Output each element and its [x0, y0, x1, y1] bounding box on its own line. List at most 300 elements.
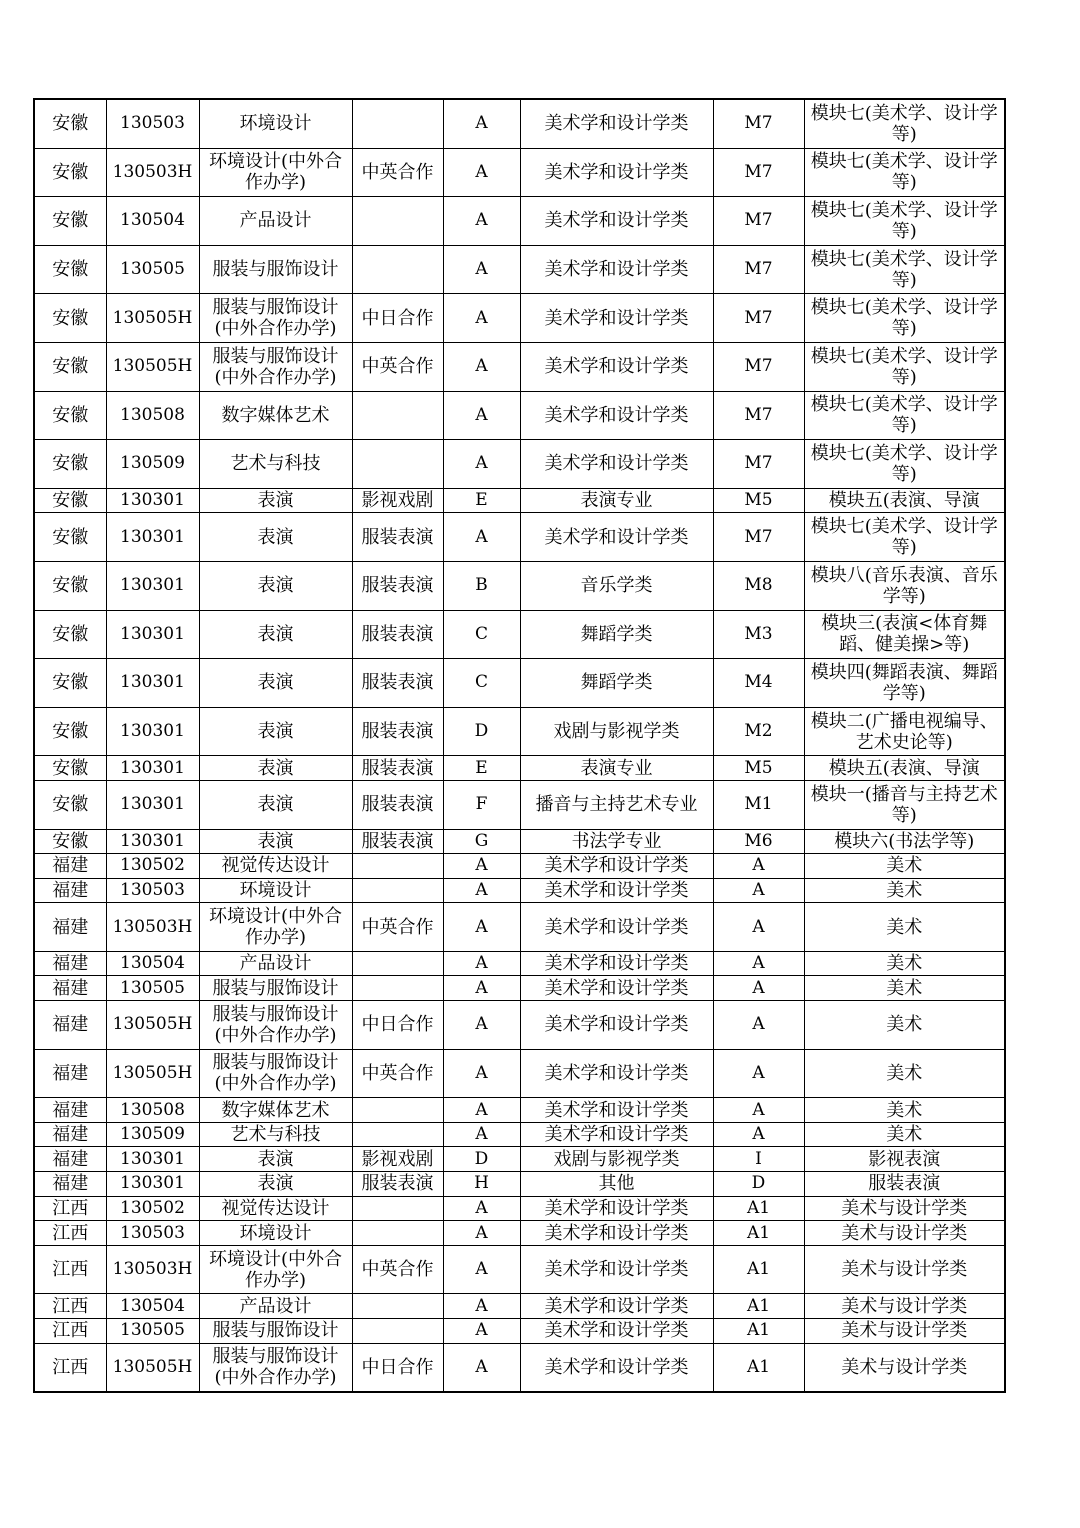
cell-major-name: 表演	[199, 756, 352, 781]
table-row	[34, 342, 1005, 391]
cell-module-name: 美术	[804, 854, 1005, 879]
table-row	[34, 513, 1005, 562]
table-row	[34, 951, 1005, 976]
cell-module-name: 美术与设计学类	[804, 1319, 1005, 1344]
cell-category-code: A	[443, 513, 520, 562]
cell-module-code: M3	[713, 610, 804, 659]
cell-major-code: 130503H	[106, 1245, 199, 1294]
cell-module-name: 模块六(书法学等)	[804, 829, 1005, 854]
cell-category-code: A	[443, 976, 520, 1001]
table-row	[34, 829, 1005, 854]
cell-province: 福建	[34, 903, 106, 952]
cell-province: 安徽	[34, 610, 106, 659]
cell-major-name: 产品设计	[199, 197, 352, 246]
cell-category-name: 美术学和设计学类	[520, 513, 713, 562]
cell-module-name: 模块五(表演、导演	[804, 488, 1005, 513]
cell-category-code: A	[443, 1221, 520, 1246]
cell-module-code: M7	[713, 245, 804, 294]
cell-direction: 中英合作	[352, 1049, 443, 1098]
cell-module-name: 美术	[804, 1098, 1005, 1123]
cell-category-name: 美术学和设计学类	[520, 951, 713, 976]
cell-module-name: 美术与设计学类	[804, 1196, 1005, 1221]
cell-major-code: 130505	[106, 1319, 199, 1344]
cell-direction	[352, 1319, 443, 1344]
cell-province: 安徽	[34, 197, 106, 246]
cell-module-code: D	[713, 1172, 804, 1197]
cell-direction: 中日合作	[352, 1343, 443, 1392]
cell-major-name: 表演	[199, 829, 352, 854]
cell-category-name: 美术学和设计学类	[520, 1343, 713, 1392]
cell-province: 安徽	[34, 780, 106, 829]
cell-major-code: 130504	[106, 1294, 199, 1319]
cell-module-code: A	[713, 1122, 804, 1147]
cell-province: 安徽	[34, 391, 106, 440]
cell-module-name: 美术与设计学类	[804, 1294, 1005, 1319]
cell-major-code: 130502	[106, 854, 199, 879]
cell-province: 福建	[34, 1049, 106, 1098]
cell-province: 江西	[34, 1221, 106, 1246]
cell-category-code: A	[443, 1294, 520, 1319]
cell-major-code: 130301	[106, 707, 199, 756]
cell-major-code: 130301	[106, 1172, 199, 1197]
cell-major-code: 130301	[106, 488, 199, 513]
cell-direction: 服装表演	[352, 561, 443, 610]
cell-category-name: 美术学和设计学类	[520, 854, 713, 879]
enrollment-table	[33, 98, 1006, 1393]
table-row	[34, 1172, 1005, 1197]
cell-category-code: A	[443, 1319, 520, 1344]
cell-category-name: 音乐学类	[520, 561, 713, 610]
cell-category-code: A	[443, 1098, 520, 1123]
cell-category-name: 美术学和设计学类	[520, 1196, 713, 1221]
table-row	[34, 903, 1005, 952]
cell-major-name: 服装与服饰设计(中外合作办学)	[199, 1001, 352, 1050]
cell-module-name: 模块四(舞蹈表演、舞蹈学等)	[804, 659, 1005, 708]
cell-direction	[352, 854, 443, 879]
cell-module-code: M5	[713, 756, 804, 781]
cell-major-code: 130301	[106, 610, 199, 659]
table-row	[34, 976, 1005, 1001]
cell-major-code: 130301	[106, 829, 199, 854]
cell-category-code: H	[443, 1172, 520, 1197]
cell-major-name: 表演	[199, 488, 352, 513]
cell-module-code: A	[713, 976, 804, 1001]
cell-major-name: 产品设计	[199, 1294, 352, 1319]
cell-major-name: 产品设计	[199, 951, 352, 976]
table-row	[34, 1196, 1005, 1221]
table-row	[34, 245, 1005, 294]
cell-category-name: 戏剧与影视学类	[520, 1147, 713, 1172]
table-row	[34, 440, 1005, 489]
cell-direction	[352, 245, 443, 294]
cell-module-name: 美术与设计学类	[804, 1221, 1005, 1246]
cell-major-code: 130503H	[106, 903, 199, 952]
cell-major-name: 表演	[199, 513, 352, 562]
cell-province: 安徽	[34, 756, 106, 781]
cell-province: 福建	[34, 951, 106, 976]
cell-module-code: A	[713, 1049, 804, 1098]
cell-major-code: 130505H	[106, 342, 199, 391]
cell-province: 安徽	[34, 342, 106, 391]
cell-major-code: 130301	[106, 561, 199, 610]
cell-major-name: 环境设计	[199, 1221, 352, 1246]
cell-category-name: 美术学和设计学类	[520, 1294, 713, 1319]
cell-major-code: 130503	[106, 878, 199, 903]
cell-direction	[352, 976, 443, 1001]
table-row	[34, 1001, 1005, 1050]
cell-category-code: A	[443, 903, 520, 952]
cell-module-code: M7	[713, 513, 804, 562]
cell-module-name: 模块七(美术学、设计学等)	[804, 197, 1005, 246]
cell-major-code: 130505	[106, 245, 199, 294]
table-row	[34, 1098, 1005, 1123]
cell-category-name: 舞蹈学类	[520, 610, 713, 659]
table-row	[34, 1122, 1005, 1147]
cell-category-code: A	[443, 294, 520, 343]
cell-direction	[352, 440, 443, 489]
cell-province: 安徽	[34, 659, 106, 708]
cell-category-name: 美术学和设计学类	[520, 294, 713, 343]
cell-direction	[352, 197, 443, 246]
cell-province: 福建	[34, 1098, 106, 1123]
cell-module-code: M7	[713, 197, 804, 246]
cell-category-name: 美术学和设计学类	[520, 1122, 713, 1147]
cell-module-name: 美术	[804, 1001, 1005, 1050]
cell-category-code: A	[443, 1196, 520, 1221]
cell-category-name: 美术学和设计学类	[520, 440, 713, 489]
cell-category-name: 美术学和设计学类	[520, 148, 713, 197]
cell-module-name: 美术	[804, 1122, 1005, 1147]
cell-module-name: 美术	[804, 878, 1005, 903]
cell-category-name: 戏剧与影视学类	[520, 707, 713, 756]
cell-category-name: 表演专业	[520, 488, 713, 513]
table-row	[34, 197, 1005, 246]
cell-province: 福建	[34, 1172, 106, 1197]
cell-module-code: I	[713, 1147, 804, 1172]
cell-module-code: A1	[713, 1221, 804, 1246]
cell-direction: 中英合作	[352, 342, 443, 391]
cell-direction: 中日合作	[352, 1001, 443, 1050]
cell-module-name: 美术	[804, 951, 1005, 976]
cell-module-code: A	[713, 951, 804, 976]
cell-province: 福建	[34, 854, 106, 879]
cell-direction: 中日合作	[352, 294, 443, 343]
cell-major-name: 表演	[199, 1147, 352, 1172]
cell-province: 江西	[34, 1343, 106, 1392]
cell-major-name: 服装与服饰设计(中外合作办学)	[199, 342, 352, 391]
cell-major-code: 130504	[106, 951, 199, 976]
cell-category-name: 美术学和设计学类	[520, 197, 713, 246]
cell-major-name: 表演	[199, 707, 352, 756]
cell-module-name: 模块七(美术学、设计学等)	[804, 294, 1005, 343]
cell-module-code: M7	[713, 148, 804, 197]
table-body	[34, 99, 1005, 1392]
cell-module-code: A	[713, 878, 804, 903]
cell-province: 福建	[34, 976, 106, 1001]
cell-major-name: 视觉传达设计	[199, 1196, 352, 1221]
cell-major-code: 130502	[106, 1196, 199, 1221]
cell-province: 安徽	[34, 829, 106, 854]
table-row	[34, 1147, 1005, 1172]
cell-major-name: 表演	[199, 610, 352, 659]
cell-province: 安徽	[34, 707, 106, 756]
cell-module-code: M8	[713, 561, 804, 610]
cell-module-code: A	[713, 854, 804, 879]
cell-direction	[352, 99, 443, 148]
cell-category-code: A	[443, 854, 520, 879]
cell-direction: 服装表演	[352, 610, 443, 659]
cell-major-name: 表演	[199, 1172, 352, 1197]
cell-module-name: 美术	[804, 976, 1005, 1001]
cell-direction: 服装表演	[352, 659, 443, 708]
cell-category-code: A	[443, 1001, 520, 1050]
cell-province: 江西	[34, 1245, 106, 1294]
cell-module-name: 模块七(美术学、设计学等)	[804, 391, 1005, 440]
cell-module-code: M7	[713, 342, 804, 391]
cell-major-code: 130504	[106, 197, 199, 246]
cell-category-code: C	[443, 610, 520, 659]
cell-major-name: 服装与服饰设计(中外合作办学)	[199, 1343, 352, 1392]
cell-category-code: G	[443, 829, 520, 854]
cell-direction	[352, 878, 443, 903]
cell-category-code: A	[443, 245, 520, 294]
cell-module-code: A1	[713, 1343, 804, 1392]
cell-module-code: A	[713, 1001, 804, 1050]
cell-major-name: 表演	[199, 561, 352, 610]
cell-category-name: 美术学和设计学类	[520, 245, 713, 294]
cell-module-code: A1	[713, 1196, 804, 1221]
cell-category-code: A	[443, 1122, 520, 1147]
cell-major-code: 130503	[106, 99, 199, 148]
table-row	[34, 707, 1005, 756]
cell-province: 福建	[34, 878, 106, 903]
cell-module-name: 模块七(美术学、设计学等)	[804, 440, 1005, 489]
cell-category-code: A	[443, 1343, 520, 1392]
cell-province: 安徽	[34, 561, 106, 610]
cell-direction: 中英合作	[352, 903, 443, 952]
cell-major-code: 130503H	[106, 148, 199, 197]
cell-category-name: 其他	[520, 1172, 713, 1197]
table-row	[34, 148, 1005, 197]
cell-module-code: M2	[713, 707, 804, 756]
cell-module-code: M7	[713, 99, 804, 148]
cell-province: 安徽	[34, 148, 106, 197]
cell-major-code: 130301	[106, 513, 199, 562]
cell-category-name: 美术学和设计学类	[520, 976, 713, 1001]
cell-direction	[352, 1098, 443, 1123]
cell-module-name: 模块二(广播电视编导、艺术史论等)	[804, 707, 1005, 756]
cell-direction	[352, 1294, 443, 1319]
cell-module-code: M7	[713, 391, 804, 440]
cell-major-code: 130505H	[106, 1001, 199, 1050]
cell-module-code: M5	[713, 488, 804, 513]
cell-module-name: 美术	[804, 903, 1005, 952]
cell-major-name: 表演	[199, 659, 352, 708]
table-row	[34, 391, 1005, 440]
cell-major-code: 130509	[106, 440, 199, 489]
cell-province: 江西	[34, 1319, 106, 1344]
cell-category-code: A	[443, 342, 520, 391]
cell-category-name: 美术学和设计学类	[520, 391, 713, 440]
cell-category-name: 播音与主持艺术专业	[520, 780, 713, 829]
cell-direction: 服装表演	[352, 1172, 443, 1197]
cell-module-code: A	[713, 1098, 804, 1123]
table-row	[34, 1294, 1005, 1319]
cell-major-name: 环境设计(中外合作办学)	[199, 903, 352, 952]
cell-category-name: 美术学和设计学类	[520, 903, 713, 952]
cell-module-name: 美术与设计学类	[804, 1343, 1005, 1392]
cell-category-code: A	[443, 197, 520, 246]
cell-major-code: 130503	[106, 1221, 199, 1246]
cell-province: 安徽	[34, 99, 106, 148]
cell-category-name: 书法学专业	[520, 829, 713, 854]
cell-module-name: 模块八(音乐表演、音乐学等)	[804, 561, 1005, 610]
cell-module-code: A1	[713, 1294, 804, 1319]
cell-module-code: A1	[713, 1245, 804, 1294]
cell-direction	[352, 1196, 443, 1221]
cell-category-code: F	[443, 780, 520, 829]
cell-direction: 服装表演	[352, 829, 443, 854]
cell-major-name: 服装与服饰设计(中外合作办学)	[199, 294, 352, 343]
table-row	[34, 488, 1005, 513]
cell-category-code: E	[443, 756, 520, 781]
cell-major-name: 数字媒体艺术	[199, 391, 352, 440]
cell-major-code: 130505H	[106, 1343, 199, 1392]
cell-module-name: 美术	[804, 1049, 1005, 1098]
table-row	[34, 878, 1005, 903]
cell-category-code: A	[443, 878, 520, 903]
cell-direction: 服装表演	[352, 513, 443, 562]
table-row	[34, 1221, 1005, 1246]
cell-direction: 影视戏剧	[352, 488, 443, 513]
cell-major-name: 数字媒体艺术	[199, 1098, 352, 1123]
cell-category-code: A	[443, 1245, 520, 1294]
table-row	[34, 659, 1005, 708]
cell-category-code: A	[443, 391, 520, 440]
cell-major-name: 环境设计(中外合作办学)	[199, 148, 352, 197]
cell-province: 福建	[34, 1147, 106, 1172]
cell-category-name: 美术学和设计学类	[520, 99, 713, 148]
cell-major-code: 130505H	[106, 294, 199, 343]
table-row	[34, 1245, 1005, 1294]
cell-major-name: 表演	[199, 780, 352, 829]
table-row	[34, 780, 1005, 829]
table-row	[34, 1319, 1005, 1344]
cell-province: 安徽	[34, 488, 106, 513]
cell-major-name: 环境设计	[199, 99, 352, 148]
table-row	[34, 99, 1005, 148]
cell-category-code: B	[443, 561, 520, 610]
cell-major-name: 环境设计(中外合作办学)	[199, 1245, 352, 1294]
cell-module-code: M7	[713, 294, 804, 343]
cell-category-code: D	[443, 1147, 520, 1172]
table-row	[34, 294, 1005, 343]
cell-major-name: 服装与服饰设计	[199, 1319, 352, 1344]
cell-province: 安徽	[34, 245, 106, 294]
table-row	[34, 610, 1005, 659]
cell-module-code: M6	[713, 829, 804, 854]
cell-major-name: 服装与服饰设计	[199, 245, 352, 294]
cell-category-name: 美术学和设计学类	[520, 1245, 713, 1294]
cell-province: 安徽	[34, 513, 106, 562]
cell-module-code: M7	[713, 440, 804, 489]
table-row	[34, 1343, 1005, 1392]
cell-category-code: A	[443, 440, 520, 489]
cell-major-code: 130301	[106, 780, 199, 829]
cell-module-name: 模块七(美术学、设计学等)	[804, 513, 1005, 562]
cell-category-name: 舞蹈学类	[520, 659, 713, 708]
table-row	[34, 1049, 1005, 1098]
cell-direction: 中英合作	[352, 148, 443, 197]
cell-category-name: 美术学和设计学类	[520, 878, 713, 903]
cell-module-name: 美术与设计学类	[804, 1245, 1005, 1294]
cell-province: 安徽	[34, 294, 106, 343]
cell-module-name: 影视表演	[804, 1147, 1005, 1172]
cell-category-code: A	[443, 951, 520, 976]
cell-category-name: 美术学和设计学类	[520, 342, 713, 391]
cell-major-code: 130301	[106, 659, 199, 708]
cell-module-name: 服装表演	[804, 1172, 1005, 1197]
cell-major-code: 130505H	[106, 1049, 199, 1098]
cell-category-name: 美术学和设计学类	[520, 1049, 713, 1098]
cell-major-name: 环境设计	[199, 878, 352, 903]
cell-direction: 影视戏剧	[352, 1147, 443, 1172]
cell-module-code: A	[713, 903, 804, 952]
cell-category-name: 美术学和设计学类	[520, 1319, 713, 1344]
cell-major-code: 130509	[106, 1122, 199, 1147]
cell-direction	[352, 1221, 443, 1246]
cell-major-code: 130508	[106, 391, 199, 440]
cell-module-name: 模块一(播音与主持艺术等)	[804, 780, 1005, 829]
cell-category-name: 美术学和设计学类	[520, 1221, 713, 1246]
cell-module-code: M4	[713, 659, 804, 708]
cell-category-name: 表演专业	[520, 756, 713, 781]
cell-category-code: A	[443, 148, 520, 197]
cell-major-code: 130508	[106, 1098, 199, 1123]
cell-category-code: C	[443, 659, 520, 708]
cell-province: 江西	[34, 1294, 106, 1319]
cell-category-code: A	[443, 1049, 520, 1098]
cell-direction: 服装表演	[352, 756, 443, 781]
cell-category-code: A	[443, 99, 520, 148]
cell-major-name: 服装与服饰设计(中外合作办学)	[199, 1049, 352, 1098]
cell-province: 安徽	[34, 440, 106, 489]
cell-province: 江西	[34, 1196, 106, 1221]
cell-category-code: D	[443, 707, 520, 756]
cell-direction: 中英合作	[352, 1245, 443, 1294]
cell-major-name: 服装与服饰设计	[199, 976, 352, 1001]
table-row	[34, 756, 1005, 781]
table-row	[34, 561, 1005, 610]
cell-direction	[352, 951, 443, 976]
cell-module-name: 模块七(美术学、设计学等)	[804, 99, 1005, 148]
cell-module-name: 模块三(表演<体育舞蹈、健美操>等)	[804, 610, 1005, 659]
cell-direction	[352, 1122, 443, 1147]
cell-major-code: 130301	[106, 756, 199, 781]
cell-category-name: 美术学和设计学类	[520, 1001, 713, 1050]
cell-major-name: 视觉传达设计	[199, 854, 352, 879]
cell-major-code: 130301	[106, 1147, 199, 1172]
cell-province: 福建	[34, 1122, 106, 1147]
cell-direction	[352, 391, 443, 440]
cell-module-code: M1	[713, 780, 804, 829]
cell-direction: 服装表演	[352, 707, 443, 756]
table-row	[34, 854, 1005, 879]
cell-module-name: 模块七(美术学、设计学等)	[804, 148, 1005, 197]
cell-major-code: 130505	[106, 976, 199, 1001]
cell-module-name: 模块五(表演、导演	[804, 756, 1005, 781]
cell-major-name: 艺术与科技	[199, 440, 352, 489]
